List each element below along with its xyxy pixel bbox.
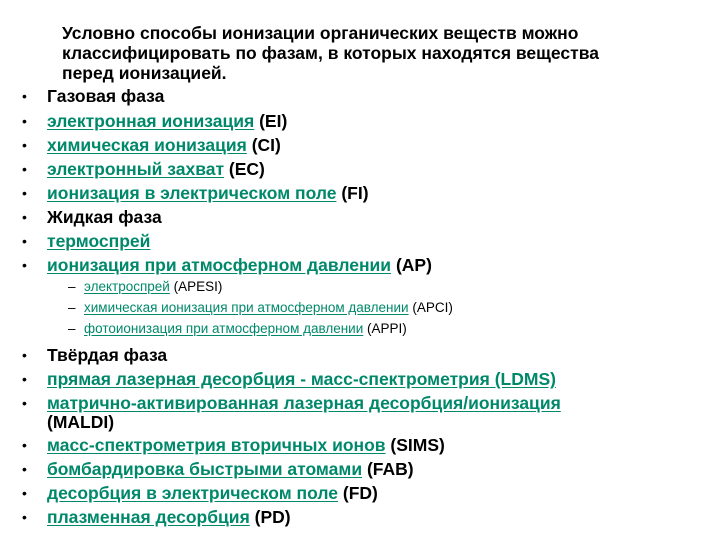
bullet-icon: • bbox=[22, 88, 27, 104]
bullet-icon: • bbox=[22, 233, 27, 249]
bullet-icon: • bbox=[22, 185, 27, 201]
bullet-icon: • bbox=[22, 371, 27, 387]
link-electron-capture[interactable]: электронный захват bbox=[47, 159, 225, 179]
liquid-phase-heading: Жидкая фаза bbox=[47, 207, 162, 227]
dash-icon: – bbox=[68, 279, 76, 294]
link-apci[interactable]: химическая ионизация при атмосферном давлении bbox=[84, 300, 409, 315]
link-chemical-ionization[interactable]: химическая ионизация bbox=[47, 135, 247, 155]
intro-line-3: перед ионизацией. bbox=[62, 63, 227, 83]
link-sims[interactable]: масс-спектрометрия вторичных ионов bbox=[47, 435, 386, 455]
bullet-icon: • bbox=[22, 437, 27, 453]
list-item-sims: масс-спектрометрия вторичных ионов (SIMS) bbox=[47, 435, 445, 455]
sub-item-apci: химическая ионизация при атмосферном давлении (APCI) bbox=[84, 300, 453, 315]
list-item-ap: ионизация при атмосферном давлении (AP) bbox=[47, 255, 432, 275]
intro-line-2: классифицировать по фазам, в которых находятся вещества bbox=[62, 43, 599, 63]
bullet-icon: • bbox=[22, 509, 27, 525]
bullet-icon: • bbox=[22, 461, 27, 477]
link-field-ionization[interactable]: ионизация в электрическом поле bbox=[47, 183, 337, 203]
bullet-icon: • bbox=[22, 113, 27, 129]
gas-phase-heading: Газовая фаза bbox=[47, 86, 165, 106]
link-field-desorption[interactable]: десорбция в электрическом поле bbox=[47, 483, 338, 503]
list-item-pd: плазменная десорбция (PD) bbox=[47, 507, 291, 527]
bullet-icon: • bbox=[22, 161, 27, 177]
dash-icon: – bbox=[68, 321, 76, 336]
link-fab[interactable]: бомбардировка быстрыми атомами bbox=[47, 459, 363, 479]
list-item-fab: бомбардировка быстрыми атомами (FAB) bbox=[47, 459, 414, 479]
list-item-ei: электронная ионизация (EI) bbox=[47, 111, 288, 131]
link-appi[interactable]: фотоионизация при атмосферном давлении bbox=[84, 321, 364, 336]
bullet-icon: • bbox=[22, 485, 27, 501]
link-thermospray[interactable]: термоспрей bbox=[47, 231, 151, 251]
intro-line-1: Условно способы ионизации органических веществ можно bbox=[62, 23, 579, 43]
list-item-ci: химическая ионизация (CI) bbox=[47, 135, 281, 155]
link-electron-ionization[interactable]: электронная ионизация bbox=[47, 111, 255, 131]
link-maldi[interactable]: матрично-активированная лазерная десорбция/ионизация bbox=[47, 393, 561, 413]
list-item-ldms bbox=[47, 368, 556, 390]
sub-item-apesi: электроспрей (APESI) bbox=[84, 279, 223, 294]
solid-phase-heading: Твёрдая фаза bbox=[47, 345, 168, 365]
dash-icon: – bbox=[68, 300, 76, 315]
list-item-thermospray bbox=[47, 230, 150, 252]
list-item-maldi-abbrev: (MALDI) bbox=[47, 412, 115, 432]
bullet-icon: • bbox=[22, 395, 27, 411]
link-electrospray[interactable]: электроспрей bbox=[84, 279, 170, 294]
bullet-icon: • bbox=[22, 137, 27, 153]
list-item-fi: ионизация в электрическом поле (FI) bbox=[47, 183, 369, 203]
bullet-icon: • bbox=[22, 257, 27, 273]
bullet-icon: • bbox=[22, 347, 27, 363]
link-ldms[interactable]: прямая лазерная десорбция - масс-спектрометрия bbox=[47, 369, 490, 389]
list-item-ec: электронный захват (EC) bbox=[47, 159, 265, 179]
list-item-maldi bbox=[47, 392, 561, 414]
link-ldms-abbrev[interactable]: (LDMS) bbox=[489, 369, 556, 389]
bullet-icon: • bbox=[22, 209, 27, 225]
link-plasma-desorption[interactable]: плазменная десорбция bbox=[47, 507, 250, 527]
sub-item-appi: фотоионизация при атмосферном давлении (APPI) bbox=[84, 321, 407, 336]
link-atmospheric-pressure-ionization[interactable]: ионизация при атмосферном давлении bbox=[47, 255, 392, 275]
list-item-fd: десорбция в электрическом поле (FD) bbox=[47, 483, 378, 503]
